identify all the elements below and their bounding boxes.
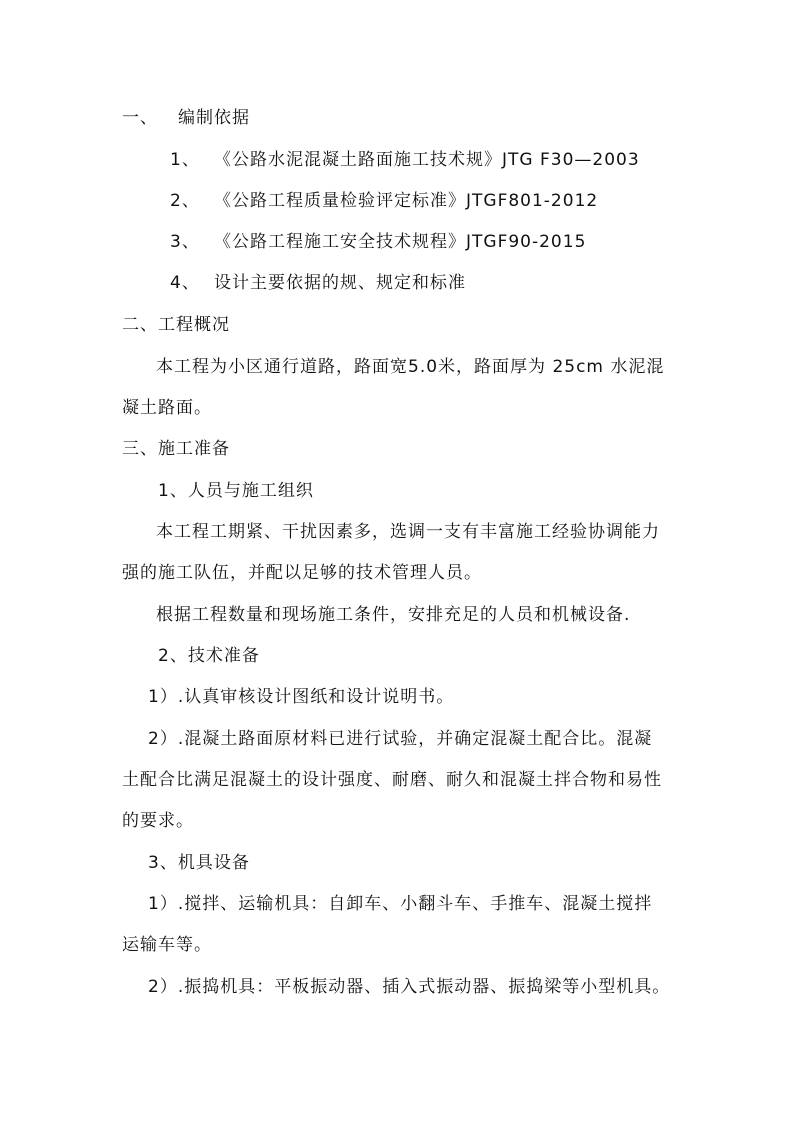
reference-item-number: 4、 — [170, 273, 200, 293]
subsection-title: 2、技术准备 — [158, 646, 260, 666]
subsection-title: 1、人员与施工组织 — [158, 481, 314, 501]
reference-item — [170, 230, 586, 254]
reference-item-text: 《公路工程施工安全技术规程》JTGF90-2015 — [214, 232, 587, 252]
reference-item-number: 3、 — [170, 232, 200, 252]
reference-item-text: 设计主要依据的规、规定和标准 — [214, 273, 466, 293]
section1-heading-number: 一、 — [122, 108, 158, 128]
list-item-continuation: 土配合比满足混凝土的设计强度、耐磨、耐久和混凝土拌合物和易性 — [122, 770, 662, 790]
section2-paragraph-line: 本工程为小区通行道路，路面宽5.0米，路面厚为 25cm 水泥混 — [156, 357, 665, 377]
reference-item — [170, 189, 598, 213]
paragraph-line: 本工程工期紧、干扰因素多，选调一支有丰富施工经验协调能力 — [156, 522, 660, 542]
section2-paragraph-line: 凝土路面。 — [122, 398, 212, 418]
reference-item — [170, 148, 640, 172]
list-item: 2）.振捣机具：平板振动器、插入式振动器、振捣梁等小型机具。 — [148, 977, 671, 997]
reference-item-text: 《公路水泥混凝土路面施工技术规》JTG F30—2003 — [214, 150, 640, 170]
list-item: 2）.混凝土路面原材料已进行试验，并确定混凝土配合比。混凝 — [148, 729, 653, 749]
reference-item-number: 2、 — [170, 191, 200, 211]
reference-item-text: 《公路工程质量检验评定标准》JTGF801-2012 — [214, 191, 599, 211]
section1-heading — [122, 106, 250, 130]
paragraph-line: 强的施工队伍，并配以足够的技术管理人员。 — [122, 563, 482, 583]
subsection-title: 3、机具设备 — [148, 853, 250, 873]
list-item-continuation: 的要求。 — [122, 811, 194, 831]
paragraph-line: 根据工程数量和现场施工条件，安排充足的人员和机械设备. — [156, 605, 631, 625]
list-item: 1）.搅拌、运输机具：自卸车、小翻斗车、手推车、混凝土搅拌 — [148, 894, 653, 914]
reference-item — [170, 271, 466, 295]
list-item: 1）.认真审核设计图纸和设计说明书。 — [148, 687, 455, 707]
section1-heading-title: 编制依据 — [178, 108, 250, 128]
reference-item-number: 1、 — [170, 150, 200, 170]
section2-heading: 二、工程概况 — [122, 315, 230, 335]
section3-heading: 三、施工准备 — [122, 439, 230, 459]
list-item-continuation: 运输车等。 — [122, 935, 212, 955]
